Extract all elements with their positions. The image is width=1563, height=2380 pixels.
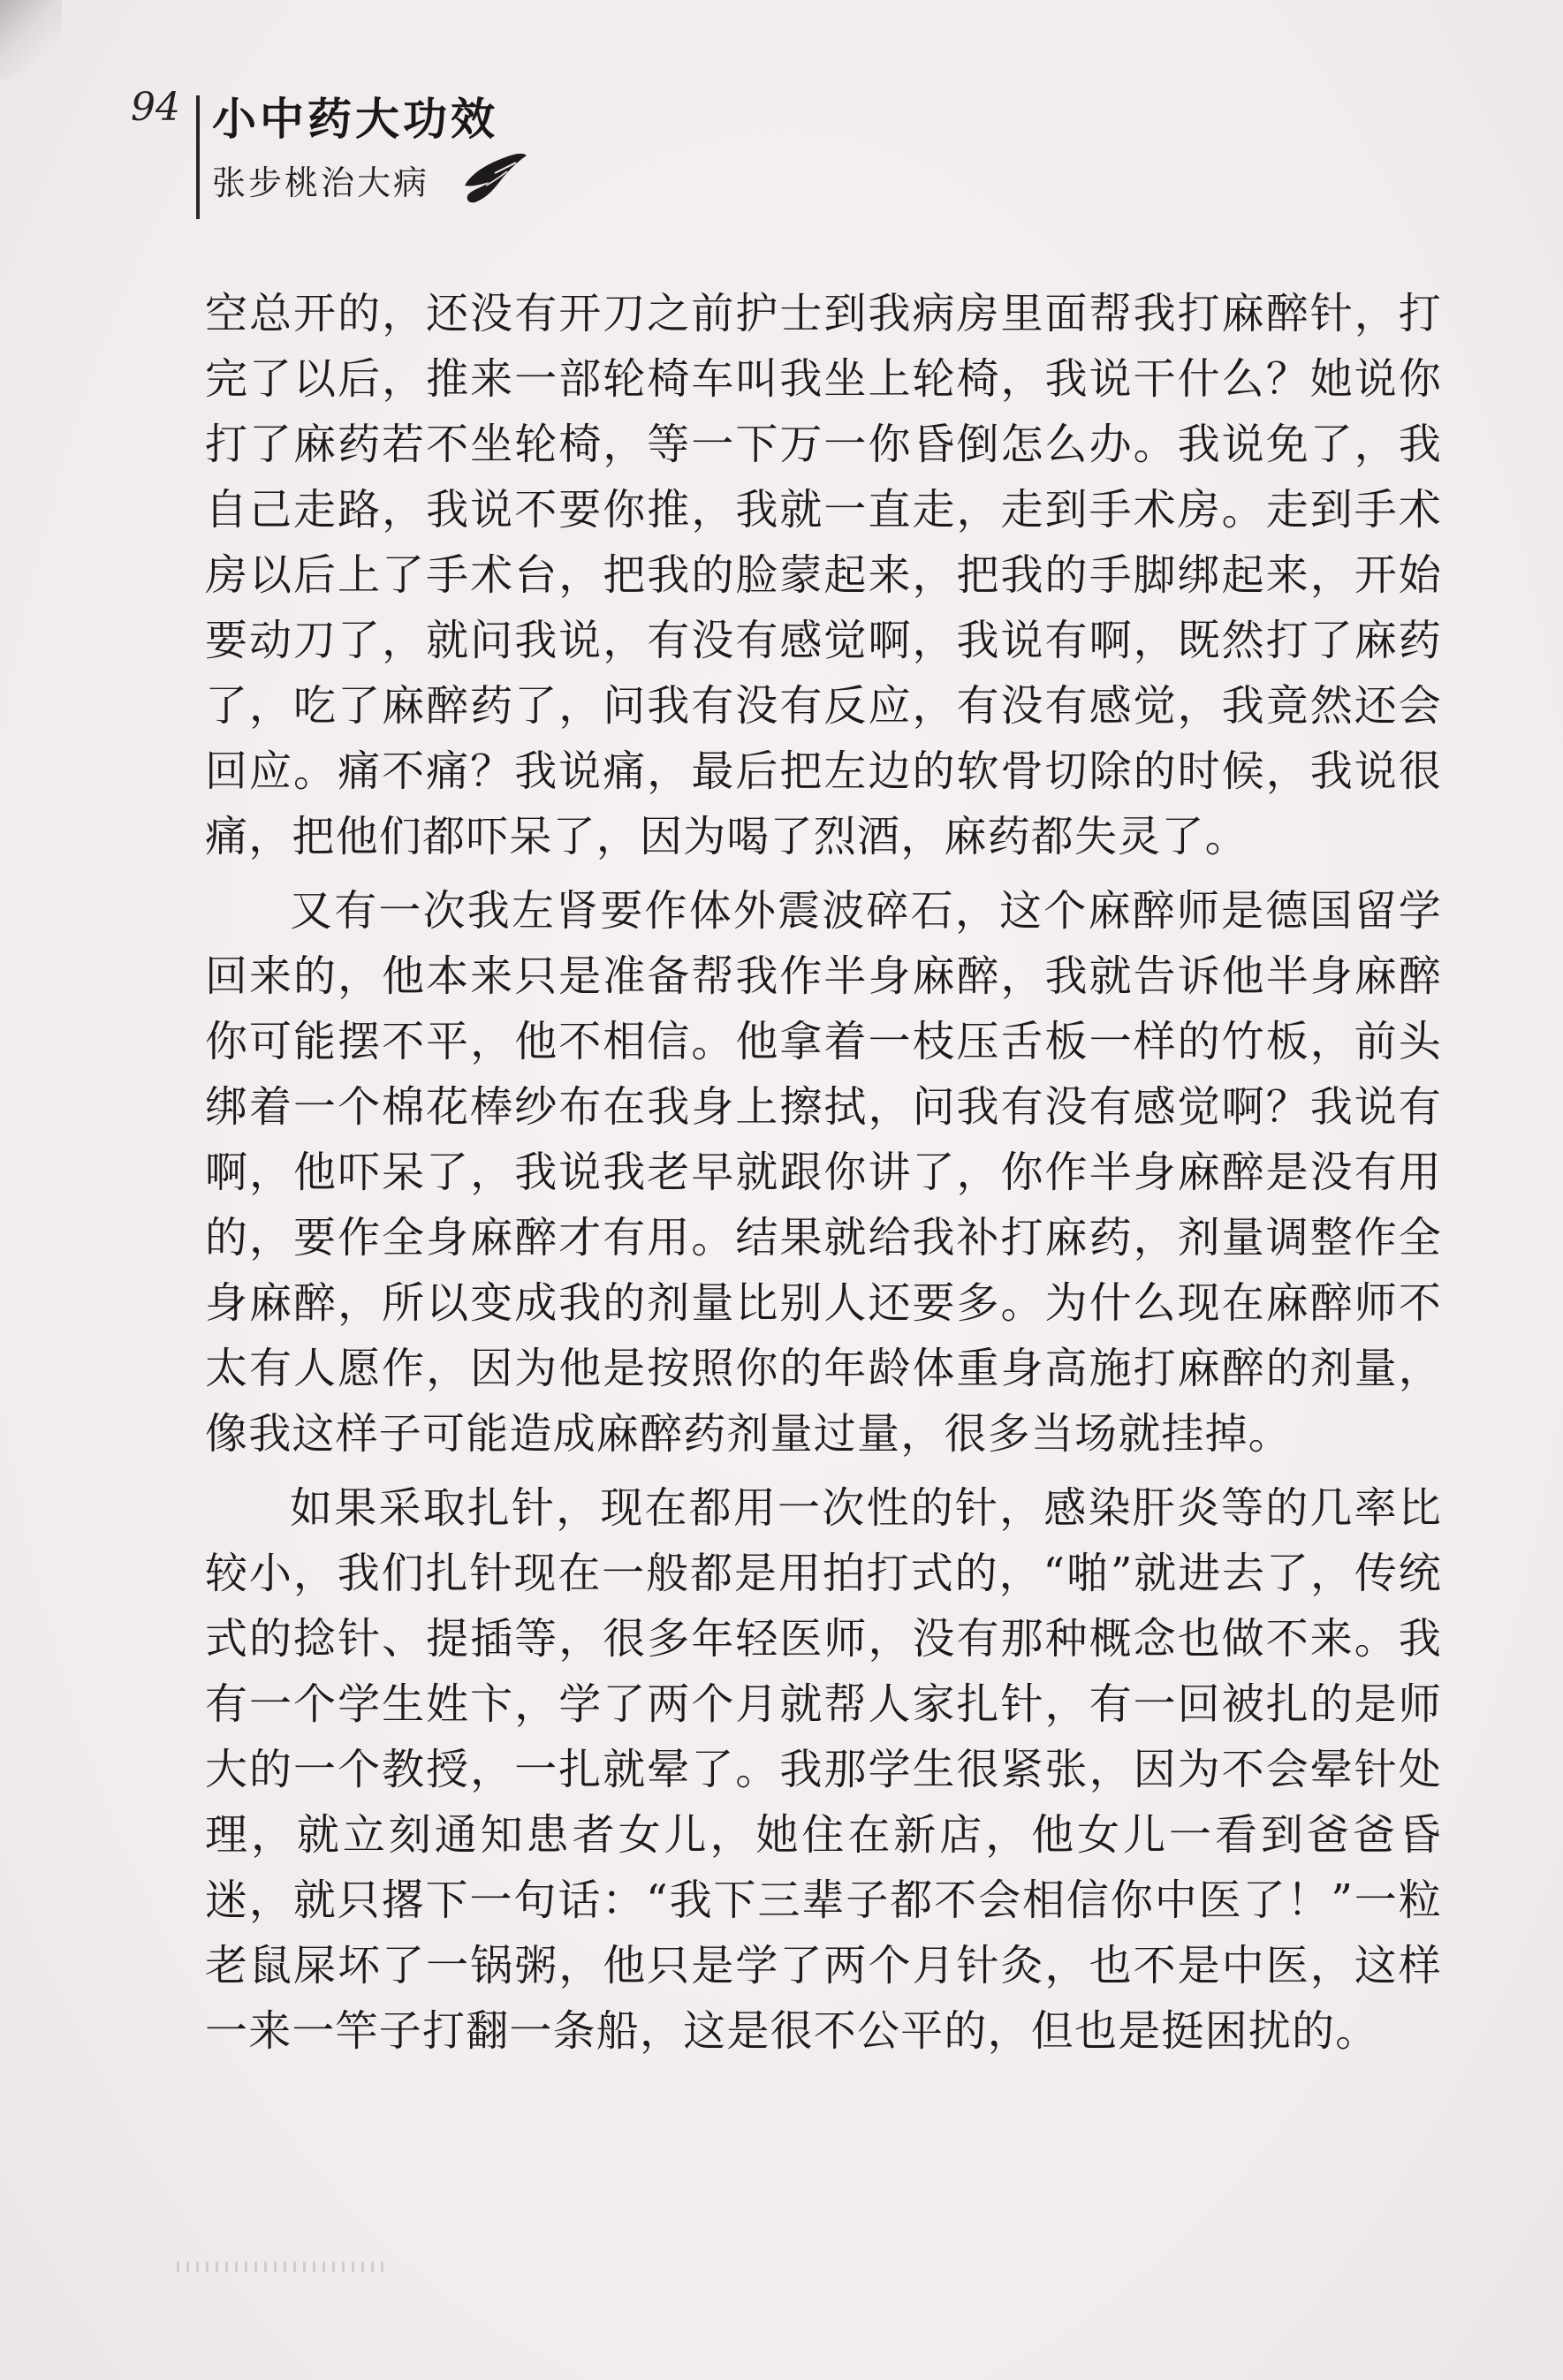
paragraph: 如果采取扎针，现在都用一次性的针，感染肝炎等的几率比较小，我们扎针现在一般都是用拍打式的，“啪”就进去了，传统式的捻针、提插等，很多年轻医师，没有那种概念也做不来。我有一个学生姓卞，学了两个月就帮人家扎针，有一回被扎的是师大的一个教授，一扎就晕了。我那学生很紧张，因为不会晕针处理，就立刻通知患者女儿，她住在新店，他女儿一看到爸爸昏迷，就只撂下一句话：“我下三辈子都不会相信你中医了！”一粒老鼠屎坏了一锅粥，他只是学了两个月针灸，也不是中医，这样一来一竿子打翻一条船，这是很不公平的，但也是挺困扰的。: [205, 1483, 1442, 2056]
scan-corner-shadow: [0, 0, 62, 80]
scan-speckle: [177, 2262, 389, 2272]
paragraph: 空总开的，还没有开刀之前护士到我病房里面帮我打麻醉针，打完了以后，推来一部轮椅车叫我坐上轮椅，我说干什么？她说你打了麻药若不坐轮椅，等一下万一你昏倒怎么办。我说免了，我自己走路，我说不要你推，我就一直走，走到手术房。走到手术房以后上了手术台，把我的脸蒙起来，把我的手脚绑起来，开始要动刀了，就问我说，有没有感觉啊，我说有啊，既然打了麻药了，吃了麻醉药了，问我有没有反应，有没有感觉，我竟然还会回应。痛不痛？我说痛，最后把左边的软骨切除的时候，我说很痛，把他们都吓呆了，因为喝了烈酒，麻药都失灵了。: [205, 289, 1442, 861]
page-number: 94: [131, 85, 180, 130]
body-text: [205, 281, 1442, 2064]
book-subtitle: 张步桃治大病: [212, 163, 430, 202]
paragraph: 又有一次我左肾要作体外震波碎石，这个麻醉师是德国留学回来的，他本来只是准备帮我作半身麻醉，我就告诉他半身麻醉你可能摆不平，他不相信。他拿着一枝压舌板一样的竹板，前头绑着一个棉花棒纱布在我身上擦拭，问我有没有感觉啊？我说有啊，他吓呆了，我说我老早就跟你讲了，你作半身麻醉是没有用的，要作全身麻醉才有用。结果就给我补打麻药，剂量调整作全身麻醉，所以变成我的剂量比别人还要多。为什么现在麻醉师不太有人愿作，因为他是按照你的年龄体重身高施打麻醉的剂量，像我这样子可能造成麻醉药剂量过量，很多当场就挂掉。: [205, 886, 1442, 1459]
book-title: 小中药大功效: [212, 93, 498, 145]
brush-stroke-icon: [459, 147, 530, 210]
header-divider: [196, 95, 200, 219]
